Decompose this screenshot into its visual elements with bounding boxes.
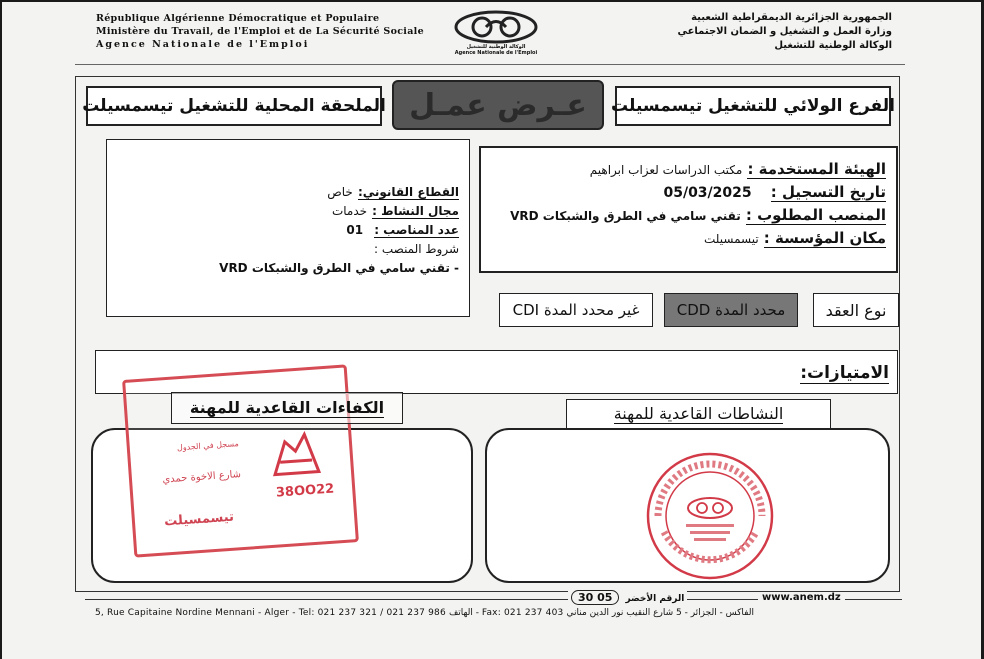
activity-value: خدمات — [331, 204, 368, 218]
sector-value: خاص — [327, 185, 353, 199]
location-label: مكان المؤسسة : — [763, 229, 886, 247]
employer-info-box — [479, 146, 898, 273]
position-value: تقني سامي في الطرق والشبكات VRD — [510, 209, 741, 223]
stamp-text: شارع الاخوة حمدي — [162, 469, 242, 486]
conditions-value: - تقني سامي في الطرق والشبكات VRD — [219, 261, 459, 275]
footer-green-number — [568, 591, 687, 604]
logo-caption-fr: Agence Nationale de l'Emploi — [454, 50, 538, 56]
stamp-number: 38OO22 — [275, 481, 335, 501]
page-edge — [0, 0, 984, 2]
header-ar-line: الجمهورية الجزائرية الديمقراطية الشعبية — [691, 12, 892, 23]
header-fr-line: Agence Nationale de l'Emploi — [96, 39, 310, 50]
branch-title: الفرع الولائي للتشغيل تيسمسيلت — [615, 86, 891, 126]
employer-org-row — [489, 158, 886, 181]
position-label: المنصب المطلوب : — [745, 206, 886, 224]
stamp-text: تيسمسيلت — [163, 509, 235, 530]
registration-date-row — [489, 181, 886, 204]
competencies-section-label: الكفاءات القاعدية للمهنة — [189, 398, 385, 417]
conditions-label: شروط المنصب : — [374, 242, 459, 256]
location-value: تيسمسيلت — [703, 232, 759, 246]
stamp-monument-icon — [263, 419, 327, 483]
logo-caption-ar: الوكالة الوطنية للتشغيل — [466, 44, 526, 50]
positions-count-row — [107, 220, 459, 239]
header-ar-line: وزارة العمل و التشغيل و الضمان الاجتماعي — [677, 26, 892, 37]
activity-row — [107, 201, 459, 220]
green-number-label: الرقم الأخضر — [625, 594, 685, 604]
annex-title: الملحقة المحلية للتشغيل تيسمسيلت — [86, 86, 382, 126]
position-row — [489, 204, 886, 227]
location-row — [489, 227, 886, 250]
positions-count-value: 01 — [346, 223, 364, 237]
employer-org-label: الهيئة المستخدمة : — [747, 160, 886, 178]
header-french — [96, 12, 424, 51]
header-divider — [75, 64, 905, 65]
registration-date-value: 05/03/2025 — [663, 185, 752, 201]
page-edge — [0, 0, 2, 659]
sector-label: القطاع القانوني: — [357, 185, 459, 199]
conditions-row — [107, 239, 459, 258]
footer-website: www.anem.dz — [758, 592, 845, 603]
green-number-value: 30 05 — [571, 590, 619, 605]
activities-section-label: النشاطات القاعدية للمهنة — [613, 404, 784, 423]
sector-row — [107, 182, 459, 201]
footer-address: 5, Rue Capitaine Nordine Mennani - Alger - Tel: 021 237 321 / 021 237 986 الهاتف - Fax: 021 237 403 الفاكس - الجزائر - 5 شارع النقيب نور الدين مناني — [95, 608, 754, 618]
header-fr-line: République Algérienne Démocratique et Populaire — [96, 13, 380, 24]
employer-org-value: مكتب الدراسات لعزاب ابراهيم — [589, 163, 743, 177]
conditions-value-row — [107, 258, 459, 277]
activities-section-title — [566, 399, 831, 429]
competencies-section-title — [171, 392, 403, 424]
header-fr-line: Ministère du Travail, de l'Emploi et de La Sécurité Sociale — [96, 26, 424, 37]
stamp-text: مسجل في الجدول — [176, 439, 240, 453]
contract-cdd-option: محدد المدة CDD — [664, 293, 798, 327]
round-official-stamp-icon — [640, 446, 780, 586]
anem-logo — [444, 10, 548, 62]
job-offer-title: عـرض عمـل — [392, 80, 604, 130]
privileges-label: الامتيازات: — [800, 363, 889, 383]
anem-logo-icon — [446, 10, 546, 44]
activity-label: مجال النشاط : — [372, 204, 459, 218]
header-ar-line: الوكالة الوطنية للتشغيل — [774, 40, 892, 51]
job-details-box — [106, 139, 470, 317]
contract-type-label: نوع العقد — [813, 293, 899, 327]
registration-date-label: تاريخ التسجيل : — [770, 183, 886, 201]
header-arabic — [677, 11, 892, 53]
positions-count-label: عدد المناصب : — [374, 223, 459, 237]
contract-cdi-option: غير محدد المدة CDI — [499, 293, 653, 327]
